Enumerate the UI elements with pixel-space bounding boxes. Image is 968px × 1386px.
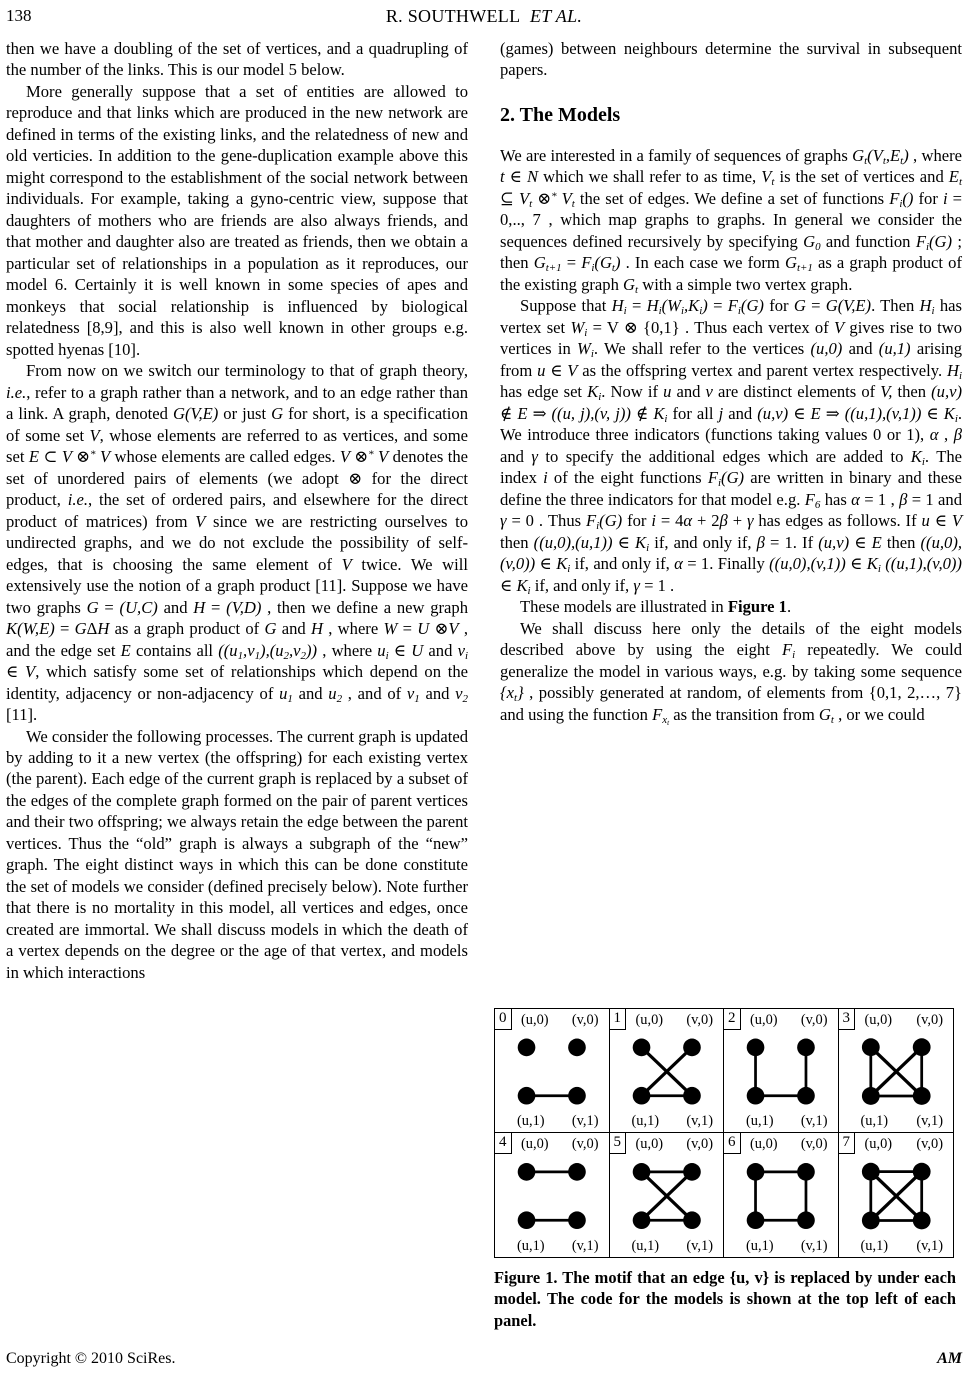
section-heading-models: 2. The Models <box>500 103 621 126</box>
figure-panel-7 <box>839 1133 954 1257</box>
math-v4: V <box>834 317 845 337</box>
vertex-label-tr: (v,0) <box>686 1136 713 1152</box>
graph-vertex-bl <box>632 1211 650 1229</box>
vertex-label-bl: (u,1) <box>746 1113 774 1129</box>
graph-vertex-tl <box>861 1163 879 1181</box>
figure-grid <box>494 1008 954 1258</box>
math-e2: E <box>120 640 131 660</box>
panel-code-7: 7 <box>839 1133 856 1154</box>
math-g-uc: G = (U,C) <box>86 597 158 617</box>
vertex-label-tl: (u,0) <box>750 1012 778 1028</box>
vertex-label-tr: (v,0) <box>916 1012 943 1028</box>
txt: or just <box>218 404 272 424</box>
txt: , <box>938 425 954 445</box>
math-alpha-1b: α = 1 <box>674 554 710 574</box>
math-gve: G(V,E) <box>172 404 219 424</box>
math-set-0-7: {0,1, 2,…, 7} <box>868 683 962 703</box>
vertex-label-br: (v,1) <box>686 1238 713 1254</box>
math-fi-g3: $F_i(G)$ <box>585 511 623 533</box>
left-column <box>6 38 468 983</box>
math-alpha-edge: ((u,0),(v,0)) ∈ $K_i$ <box>500 532 963 576</box>
figure-1 <box>494 1008 956 1331</box>
vertex-label-br: (v,1) <box>571 1113 599 1129</box>
paragraph-figure-ref <box>500 596 962 617</box>
math-hi-def: $H_i = H_i(W_i,K_i) = F_i(G)$ <box>611 296 764 318</box>
txt: , where <box>322 619 384 639</box>
txt: twice. We will extensively use the notion of a graph product [11]. Suppose we have two graphs <box>6 554 468 617</box>
math-v: V <box>89 425 100 445</box>
math-h-vd: H = (V,D) <box>193 597 262 617</box>
vertex-label-tl: (u,0) <box>521 1136 549 1152</box>
txt: and <box>423 640 458 660</box>
graph-vertex-tr <box>912 1038 930 1056</box>
graph-vertex-tr <box>683 1039 701 1057</box>
running-title-etal: ET AL. <box>530 6 583 26</box>
paragraph-games: (games) between neighbours determine the survival in subsequent papers. <box>500 39 962 80</box>
math-gamma-edge-1: ((u,0),(v,1)) ∈ $K_i$ <box>769 554 881 576</box>
graph-vertex-bl <box>518 1211 536 1229</box>
math-vi-in-v: $v_i$ ∈ V <box>6 640 468 682</box>
copyright-text: Copyright © 2010 SciRes. <box>6 1350 176 1367</box>
graph-vertex-br <box>797 1087 815 1105</box>
math-notin-rule: (u,v) ∉ E ⇒ ((u, j),(v, j)) ∉ $K_i$ <box>500 382 963 425</box>
txt: We are interested in a family of sequences of graphs <box>500 145 853 165</box>
txt: . We shall refer to the vertices <box>593 339 811 359</box>
txt: , or we could <box>833 704 925 724</box>
txt: . If <box>792 532 819 552</box>
txt-ie: i.e. <box>67 490 88 510</box>
math-g2: G <box>264 619 277 639</box>
txt: . Finally <box>709 554 770 574</box>
txt: , then we define a new graph <box>261 597 468 617</box>
panel-code-3: 3 <box>839 1009 856 1030</box>
txt: . <box>786 597 792 617</box>
math-w-uv: W = U ⊗V <box>383 619 459 639</box>
txt: and <box>419 683 456 703</box>
txt: [11]. <box>6 705 38 725</box>
txt: and function <box>820 231 916 251</box>
vertex-label-bl: (u,1) <box>860 1238 889 1254</box>
txt: with a simple two vertex graph. <box>638 274 853 294</box>
figure-panel-0 <box>495 1009 610 1133</box>
txt: then <box>500 532 534 552</box>
journal-abbrev: AM <box>937 1350 962 1367</box>
paragraph-generalize <box>500 618 962 725</box>
txt: has edge set <box>500 382 588 402</box>
vertex-label-bl: (u,1) <box>517 1238 545 1254</box>
figure-panel-6 <box>724 1133 839 1257</box>
graph-vertex-tl <box>861 1038 879 1056</box>
txt: , refer to a graph rather than a network, and to an edge rather than a link. A graph, denoted <box>6 382 468 424</box>
graph-vertex-tr <box>683 1163 701 1181</box>
math-ui-in-u: $u_i$ ∈ U <box>377 640 424 662</box>
math-i: i <box>543 468 548 488</box>
vertex-label-tr: (v,0) <box>800 1136 828 1152</box>
panel-code-0: 0 <box>495 1009 512 1030</box>
panel-code-6: 6 <box>724 1133 741 1154</box>
vertex-label-bl: (u,1) <box>631 1238 660 1254</box>
txt: arising from <box>500 339 962 380</box>
math-u0: (u,0) <box>810 339 843 359</box>
figure-reference: Figure 1 <box>727 597 787 617</box>
paragraph-sequences <box>500 145 962 295</box>
vertex-label-br: (v,1) <box>916 1238 943 1254</box>
graph-vertex-tl <box>632 1163 650 1181</box>
math-xt-seq: $\{x_t\}$ <box>500 683 524 705</box>
txt: to specify the additional edges which are added to <box>537 446 911 466</box>
math-gt2: $G_t$ <box>818 704 834 726</box>
txt: if, and only if, <box>649 532 757 552</box>
txt: for <box>913 188 943 208</box>
txt: , and the edge set <box>6 619 468 660</box>
math-g: G <box>271 404 284 424</box>
panel-code-1: 1 <box>610 1009 627 1030</box>
figure-panel-4 <box>495 1133 610 1257</box>
vertex-label-tl: (u,0) <box>635 1136 664 1152</box>
txt: , and of <box>342 683 407 703</box>
math-alpha: α <box>929 425 939 445</box>
math-fxt: $F_{x_t}$ <box>652 704 670 727</box>
math-u1: $u_1$ <box>279 683 293 705</box>
math-fi-g2: $F_i(G)$ <box>707 468 745 490</box>
txt: , where <box>908 145 962 165</box>
txt: of the eight functions <box>547 468 708 488</box>
txt: . Now if <box>601 382 664 402</box>
math-j: j <box>718 403 724 423</box>
paragraph-more-generally: More generally suppose that a set of entities are allowed to reproduce and that links which are produced in the new network are defined in terms of the existing links, and the relatedness of new and old verticies. In addition to the gene-duplication example above this might correspond to the establishment of the social network between individuals. For example, taking a gyno-centric view, suppose that daughters of mothers who are friends are also always friends, and that mother and daughter also are treated as friends, then we obtain a particular set of relationships in a population as it reproduces, our model 6. Certainly it is well known in some species of apes and monkeys that social relationship is influenced by biological relatedness [8,9], and this is also well known in other groups e.g. spotted hyenas [10]. <box>6 81 468 359</box>
txt: . We introduce three indicators (functions taking values 0 or 1), <box>500 403 963 445</box>
txt: and <box>842 339 879 359</box>
panel-code-2: 2 <box>724 1009 741 1030</box>
vertex-label-br: (v,1) <box>800 1238 828 1254</box>
txt: and <box>276 619 311 639</box>
math-u-in-v2: u ∈ V <box>921 511 963 531</box>
running-title-authors: R. SOUTHWELL <box>385 6 521 26</box>
txt: , the set of ordered pairs, and elsewhere for the direct product of matrices) from <box>6 490 468 531</box>
page-number: 138 <box>6 6 32 25</box>
right-column <box>500 38 962 725</box>
panel-code-4: 4 <box>495 1133 512 1154</box>
panel-code-5: 5 <box>610 1133 627 1154</box>
txt: for the direct product, <box>6 468 468 510</box>
math-v6: V, <box>880 382 893 402</box>
vertex-label-tl: (u,0) <box>750 1136 778 1152</box>
math-u: u <box>663 382 672 402</box>
txt: for short, is a specification of some set <box>6 404 468 445</box>
txt: for <box>622 511 652 531</box>
txt: Suppose that <box>520 296 612 316</box>
figure-row-bottom <box>495 1133 953 1257</box>
txt: then <box>881 532 921 552</box>
vertex-label-br: (v,1) <box>686 1113 713 1129</box>
vertex-label-tl: (u,0) <box>521 1012 549 1028</box>
figure-panel-3 <box>839 1009 954 1133</box>
graph-vertex-tr <box>568 1039 586 1057</box>
vertex-label-tl: (u,0) <box>864 1012 893 1028</box>
vertex-label-tr: (v,0) <box>571 1012 599 1028</box>
txt: These models are illustrated in <box>520 597 728 617</box>
txt: whose elements are called edges. <box>110 447 340 467</box>
txt: and using the function <box>500 704 653 724</box>
txt: has <box>820 489 852 509</box>
vertex-label-tr: (v,0) <box>800 1012 828 1028</box>
txt: . In each case we form <box>620 253 785 273</box>
txt: as a graph product of the existing graph <box>500 253 962 294</box>
math-beta-1: β = 1 <box>899 489 934 509</box>
math-k-we: K(W,E) = GΔH <box>6 619 110 639</box>
txt: , whose elements are referred to as vertices, and some set <box>6 425 468 467</box>
txt: and <box>157 597 194 617</box>
math-beta: β <box>953 425 962 445</box>
math-vv: V ⊗* V <box>339 447 389 467</box>
txt: is the set of vertices and <box>774 167 949 187</box>
vertex-label-br: (v,1) <box>916 1113 943 1129</box>
txt: From now on we switch our terminology to that of graph theory, <box>26 361 468 381</box>
vertex-label-bl: (u,1) <box>746 1238 774 1254</box>
txt: , which satisfy some set of relationships which depend on the identity, adjacency or non-adjacency of <box>6 662 468 703</box>
math-u1b: (u,1) <box>878 339 911 359</box>
math-v5: v <box>705 382 713 402</box>
vertex-label-tl: (u,0) <box>635 1012 664 1028</box>
math-uv-in-e: (u,v) ∈ E <box>818 532 882 552</box>
math-hi2: $H_i$ <box>946 360 962 382</box>
figure-panel-5 <box>610 1133 725 1257</box>
math-gt1-recursion: $G_{t+1} = F_i(G_t)$ <box>533 253 621 275</box>
txt: . Thus each vertex of <box>679 317 835 337</box>
math-g-ve: G = G(V,E) <box>793 296 872 316</box>
vertex-label-tr: (v,0) <box>916 1136 943 1152</box>
figure-panel-2 <box>724 1009 839 1133</box>
running-head <box>0 6 968 34</box>
vertex-label-br: (v,1) <box>571 1238 599 1254</box>
math-index-formula: i = 4α + 2β + γ <box>651 511 754 531</box>
running-title <box>0 6 968 27</box>
txt: and <box>933 489 962 509</box>
math-gt1: $G_{t+1}$ <box>784 253 813 275</box>
txt: , possibly generated at random, of elements from <box>523 683 869 703</box>
math-wi-def: $W_i = V$ ⊗ {0,1} <box>570 317 680 339</box>
math-vt: $V_t$ <box>761 167 775 189</box>
txt: since we are restricting ourselves to undirected graphs, and we do not exclude the possibility of self-edges, that is choosing the same element of <box>6 511 468 574</box>
graph-vertex-tl <box>632 1039 650 1057</box>
graph-vertex-bl <box>747 1211 765 1229</box>
txt: gives rise to two vertices in <box>500 317 962 359</box>
txt: . Then <box>871 296 920 316</box>
txt: if, and only if, <box>530 575 634 595</box>
page-footer <box>6 1350 962 1372</box>
math-fi-g: $F_i(G)$ <box>915 231 953 253</box>
math-v3: V <box>341 554 352 574</box>
math-ki2: $K_i$ <box>910 446 925 468</box>
paragraph-graph-theory <box>6 360 468 725</box>
paragraph-suppose-hi <box>500 295 962 596</box>
graph-vertex-br <box>683 1211 701 1229</box>
math-v1: $v_1$ <box>406 683 420 705</box>
graph-vertex-bl <box>632 1087 650 1105</box>
figure-caption: Figure 1. The motif that an edge {u, v} is replaced by under each model. The code for the models is shown at the top left of each panel. <box>494 1268 956 1330</box>
txt: We shall discuss here only the details of the eight models described above by using the eight <box>500 618 962 660</box>
graph-vertex-tl <box>747 1039 765 1057</box>
figure-row-top <box>495 1009 953 1133</box>
paragraph-continued: then we have a doubling of the set of vertices, and a quadrupling of the number of the links. This is our model 5 below. <box>6 39 468 80</box>
math-in-rule: (u,v) ∈ E ⇒ ((u,1),(v,1)) ∈ $K_i$ <box>757 403 958 425</box>
math-gamma-1: γ = 1 <box>633 575 666 595</box>
math-gamma-0: γ = 0 <box>500 511 534 531</box>
vertex-label-tl: (u,0) <box>864 1136 893 1152</box>
graph-vertex-bl <box>747 1087 765 1105</box>
graph-vertex-tr <box>568 1163 586 1181</box>
txt: . <box>665 575 675 595</box>
math-gt-vt-et: $G_t(V_t,E_t)$ <box>852 145 909 168</box>
math-gamma-edge-2: ((u,1),(v,0)) ∈ $K_i$ <box>500 554 962 597</box>
graph-vertex-bl <box>861 1087 879 1105</box>
graph-vertex-bl <box>518 1087 536 1105</box>
txt: , <box>886 489 900 509</box>
graph-vertex-bl <box>861 1212 879 1230</box>
figure-panel-1 <box>610 1009 725 1133</box>
math-ki: $K_i$ <box>587 382 602 404</box>
txt: and <box>500 446 532 466</box>
graph-vertex-tl <box>518 1039 536 1057</box>
vertex-label-tr: (v,0) <box>571 1136 599 1152</box>
txt: denotes the set of unordered pairs of elements (we adopt <box>6 447 469 488</box>
graph-vertex-tr <box>797 1039 815 1057</box>
txt: , which map graphs to graphs. In general we consider the sequences defined recursively by specifying <box>500 210 963 251</box>
vertex-label-bl: (u,1) <box>517 1113 545 1129</box>
math-fi3: $F_i$ <box>781 640 796 662</box>
graph-vertex-br <box>683 1087 701 1105</box>
graph-vertex-br <box>568 1087 586 1105</box>
math-u2: $u_2$ <box>328 683 343 705</box>
math-tensor: ⊗ <box>348 468 363 488</box>
math-fi: $F_i()$ <box>889 188 914 210</box>
math-g0: $G_0$ <box>803 231 821 253</box>
math-v2: V <box>195 511 206 531</box>
graph-vertex-br <box>912 1087 930 1105</box>
txt: as a graph product of <box>109 619 265 639</box>
txt: has vertex set <box>500 296 962 337</box>
math-gt: $G_t$ <box>623 274 639 296</box>
math-gamma: γ <box>531 446 538 466</box>
graph-vertex-br <box>912 1212 930 1230</box>
math-i-range: i = 0,.., 7 <box>500 188 962 230</box>
txt: ; then <box>500 231 962 273</box>
math-h2: H <box>310 619 323 639</box>
math-hi: $H_i$ <box>919 296 935 318</box>
math-alpha-1: α = 1 <box>851 489 887 509</box>
graph-vertex-tl <box>518 1163 536 1181</box>
txt: which we shall refer to as time, <box>538 167 762 187</box>
graph-vertex-tl <box>747 1163 765 1181</box>
txt: as the offspring vertex and parent vertex respectively. <box>577 360 947 380</box>
txt: and <box>671 382 706 402</box>
txt: repeatedly. We could generalize the model in various ways, e.g. by taking some sequence <box>500 640 962 681</box>
vertex-label-tr: (v,0) <box>686 1012 713 1028</box>
txt: . The index <box>500 446 962 488</box>
vertex-label-bl: (u,1) <box>860 1113 889 1129</box>
vertex-label-bl: (u,1) <box>631 1113 660 1129</box>
txt: , where <box>317 640 378 660</box>
graph-vertex-tr <box>797 1163 815 1181</box>
txt-ie: i.e. <box>6 382 27 402</box>
txt: and <box>723 403 758 423</box>
txt: as the transition from <box>669 704 819 724</box>
txt: are written in binary and these define the three indicators for that model e.g. <box>500 468 962 509</box>
graph-vertex-tr <box>912 1163 930 1181</box>
txt: contains all <box>130 640 219 660</box>
txt: if, and only if, <box>570 554 675 574</box>
math-pairs: $((u_1,v_1),(u_2,v_2))$ <box>218 640 318 662</box>
txt: and <box>292 683 329 703</box>
txt: for <box>763 296 794 316</box>
math-et-subseteq: $E_t$ ⊆ $V_t$ ⊗* $V_t$ <box>500 167 962 210</box>
txt: are distinct elements of <box>712 382 881 402</box>
paragraph-processes: We consider the following processes. The current graph is updated by adding to it a new vertex (the offspring) for each existing vertex (the parent). Each edge of the current graph is replaced by a subset of the edges of the complete graph formed on the pair of parent vertices and their two offspring; we always retain the edge between the parent vertices. Thus the “old” graph is always a subgraph of the “new” graph. The eight distinct ways in which this can be done constitute the set of models we consider (defined precisely below). Note further that there is no mortality in this model, all vertices and edges, once created are immortal. We shall discuss models in which the death of a vertex depends on the degree or the age of that vertex, and models in which interactions <box>6 726 468 982</box>
graph-vertex-br <box>797 1211 815 1229</box>
txt: . Thus <box>533 511 586 531</box>
txt: the set of edges. We define a set of functions <box>574 188 890 208</box>
math-e-subset: E ⊂ V ⊗* V <box>28 447 111 467</box>
vertex-label-br: (v,1) <box>800 1113 828 1129</box>
math-wi: $W_i$ <box>576 339 594 361</box>
math-t-in-n: t ∈ N <box>500 167 539 187</box>
math-beta-edge: ((u,0),(u,1)) ∈ $K_i$ <box>533 532 650 554</box>
txt: for all <box>667 403 719 423</box>
math-u-in-v: u ∈ V <box>537 360 578 380</box>
graph-vertex-br <box>568 1211 586 1229</box>
txt: has edges as follows. If <box>753 511 922 531</box>
math-f6: $F_6$ <box>804 489 821 511</box>
math-beta-1b: β = 1 <box>756 532 793 552</box>
math-v2b: $v_2$ <box>455 683 468 705</box>
txt: then <box>892 382 932 402</box>
